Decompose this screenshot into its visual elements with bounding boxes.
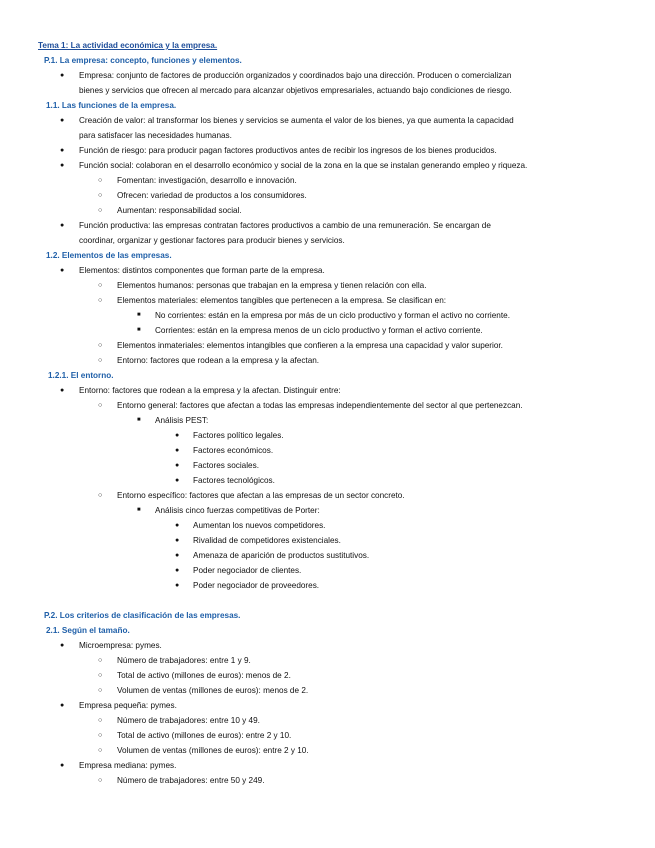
pest-item: Factores sociales. [193,461,259,470]
empresa-def-line2: bienes y servicios que ofrecen al mercado para alcanzar objetivos empresariales, actuando bajo condiciones de riesgo. [79,86,512,95]
entorno-item-line: Entorno: factores que rodean a la empresa y la afectan. [117,356,320,365]
pequena-item: Número de trabajadores: entre 10 y 49. [117,716,260,725]
bullet-dot: ● [175,462,180,469]
bullet-circle: ○ [98,687,103,694]
pequena-item: Volumen de ventas (millones de euros): entre 2 y 10. [117,746,309,755]
porter-item: Poder negociador de proveedores. [193,581,320,590]
bullet-circle: ○ [98,282,103,289]
bullet-circle: ○ [98,402,103,409]
pequena-item: Total de activo (millones de euros): entre 2 y 10. [117,731,292,740]
entorno-general-line: Entorno general: factores que afectan a todas las empresas independientemente del sector al que pertenezcan. [117,401,523,410]
mediana-item: Número de trabajadores: entre 50 y 249. [117,776,265,785]
porter-item: Poder negociador de clientes. [193,566,302,575]
porter-item: Aumentan los nuevos competidores. [193,521,326,530]
pest-item: Factores económicos. [193,446,274,455]
bullet-circle: ○ [98,177,103,184]
bullet-dot: ● [60,117,65,124]
bullet-circle: ○ [98,357,103,364]
valor-line1: Creación de valor: al transformar los bienes y servicios se aumenta el valor de los bienes, ya que aumenta la capacidad [79,116,514,125]
bullet-dot: ● [60,147,65,154]
empresa-def-line1: Empresa: conjunto de factores de producción organizados y coordinados bajo una dirección. Producen o comercializan [79,71,512,80]
bullet-circle: ○ [98,732,103,739]
micro-item: Volumen de ventas (millones de euros): menos de 2. [117,686,309,695]
entorno-especifico-line: Entorno específico: factores que afectan a las empresas de un sector concreto. [117,491,405,500]
bullet-dot: ● [175,522,180,529]
bullet-circle: ○ [98,777,103,784]
heading-1-2-1: 1.2.1. El entorno. [48,371,114,380]
ofrecen-line: Ofrecen: variedad de productos a los consumidores. [117,191,307,200]
productiva-line1: Función productiva: las empresas contratan factores productivos a cambio de una remuneración. Se encargan de [79,221,491,230]
bullet-circle: ○ [98,207,103,214]
aumentan-line: Aumentan: responsabilidad social. [117,206,242,215]
bullet-dot: ● [60,162,65,169]
social-line: Función social: colaboran en el desarrollo económico y social de la zona en la que se instalan generando empleo y riqueza. [79,161,528,170]
bullet-dot: ● [60,642,65,649]
bullet-dot: ● [175,582,180,589]
humanos-line: Elementos humanos: personas que trabajan en la empresa y tienen relación con ella. [117,281,427,290]
bullet-circle: ○ [98,717,103,724]
porter-item: Rivalidad de competidores existenciales. [193,536,341,545]
heading-1-2: 1.2. Elementos de las empresas. [46,251,172,260]
bullet-circle: ○ [98,747,103,754]
productiva-line2: coordinar, organizar y gestionar factores para producir bienes y servicios. [79,236,345,245]
bullet-square: ■ [137,327,141,333]
heading-2-1: 2.1. Según el tamaño. [46,626,130,635]
bullet-dot: ● [60,762,65,769]
entorno-def-line: Entorno: factores que rodean a la empresa y la afectan. Distinguir entre: [79,386,341,395]
bullet-circle: ○ [98,297,103,304]
fomentan-line: Fomentan: investigación, desarrollo e innovación. [117,176,297,185]
bullet-dot: ● [175,447,180,454]
bullet-circle: ○ [98,192,103,199]
elementos-line: Elementos: distintos componentes que forman parte de la empresa. [79,266,325,275]
materiales-line: Elementos materiales: elementos tangibles que pertenecen a la empresa. Se clasifican en: [117,296,447,305]
inmateriales-line: Elementos inmateriales: elementos intangibles que confieren a la empresa una capacidad y valor superior. [117,341,503,350]
bullet-dot: ● [175,537,180,544]
bullet-dot: ● [60,702,65,709]
porter-line: Análisis cinco fuerzas competitivas de Porter: [155,506,320,515]
bullet-square: ■ [137,507,141,513]
no-corrientes-line: No corrientes: están en la empresa por más de un ciclo productivo y forman el activo no corriente. [155,311,510,320]
mediana-line: Empresa mediana: pymes. [79,761,177,770]
micro-line: Microempresa: pymes. [79,641,162,650]
porter-item: Amenaza de aparición de productos sustitutivos. [193,551,370,560]
bullet-dot: ● [175,567,180,574]
pest-line: Análisis PEST: [155,416,209,425]
bullet-square: ■ [137,312,141,318]
bullet-square: ■ [137,417,141,423]
document-title: Tema 1: La actividad económica y la empresa. [38,41,218,50]
bullet-dot: ● [60,72,65,79]
bullet-circle: ○ [98,492,103,499]
corrientes-line: Corrientes: están en la empresa menos de un ciclo productivo y forman el activo corriente. [155,326,483,335]
pest-item: Factores político legales. [193,431,284,440]
bullet-dot: ● [175,432,180,439]
bullet-dot: ● [60,387,65,394]
heading-1-1: 1.1. Las funciones de la empresa. [46,101,177,110]
bullet-circle: ○ [98,657,103,664]
bullet-dot: ● [60,267,65,274]
heading-p1: P.1. La empresa: concepto, funciones y elementos. [44,56,242,65]
heading-p2: P.2. Los criterios de clasificación de las empresas. [44,611,241,620]
bullet-dot: ● [175,477,180,484]
bullet-circle: ○ [98,342,103,349]
pequena-line: Empresa pequeña: pymes. [79,701,177,710]
micro-item: Total de activo (millones de euros): menos de 2. [117,671,291,680]
valor-line2: para satisfacer las necesidades humanas. [79,131,232,140]
pest-item: Factores tecnológicos. [193,476,275,485]
bullet-dot: ● [175,552,180,559]
riesgo-line: Función de riesgo: para producir pagan factores productivos antes de recibir los ingresos de los bienes producidos. [79,146,497,155]
bullet-circle: ○ [98,672,103,679]
bullet-dot: ● [60,222,65,229]
micro-item: Número de trabajadores: entre 1 y 9. [117,656,251,665]
